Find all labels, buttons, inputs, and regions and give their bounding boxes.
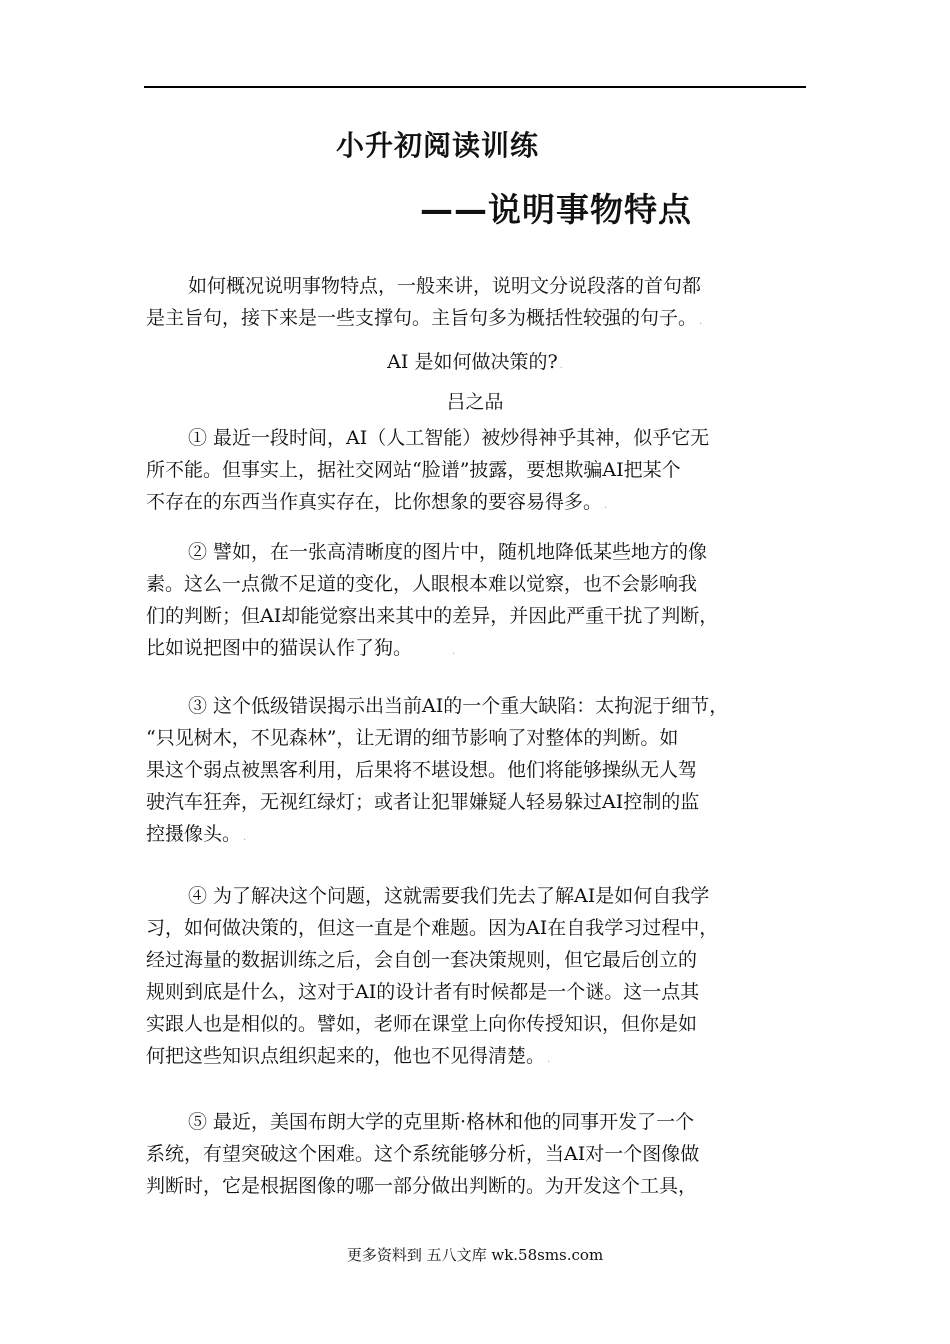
top-rule [144,86,806,88]
paragraph-1 [146,422,816,518]
intro-line: 如何概况说明事物特点，一般来讲，说明文分说段落的首句都 [188,275,702,297]
paragraph-3 [146,690,816,850]
paragraph-line: 何把这些知识点组织起来的，他也不见得清楚。 . [146,1045,551,1067]
paragraph-line: 所不能。但事实上，据社交网站“脸谱”披露，要想欺骗AI把某个 [146,459,681,481]
paragraph-line: 控摄像头。 . [146,823,247,845]
paragraph-line: 习，如何做决策的，但这一直是个难题。因为AI在自我学习过程中， [146,917,719,939]
paragraph-line: 比如说把图中的猫误认作了狗。 . [146,637,456,659]
paragraph-line: 经过海量的数据训练之后，会自创一套决策规则，但它最后创立的 [146,949,698,971]
intro-paragraph [146,270,816,334]
page-subtitle: ——说明事物特点 [420,190,692,229]
footer-watermark: 更多资料到 五八文库 wk.58sms.com [346,1246,604,1264]
paragraph-2 [146,536,816,664]
paragraph-line: 果这个弱点被黑客利用，后果将不堪设想。他们将能够操纵无人驾 [146,759,698,781]
article-author: 吕之品 [446,391,504,413]
paragraph-line: ③ 这个低级错误揭示出当前AI的一个重大缺陷：太拘泥于细节， [188,695,729,717]
paragraph-5 [146,1106,816,1202]
paragraph-line: 素。这么一点微不足道的变化，人眼根本难以觉察，也不会影响我 [146,573,698,595]
paragraph-line: 判断时，它是根据图像的哪一部分做出判断的。为开发这个工具， [146,1175,698,1197]
paragraph-line: 驶汽车狂奔，无视红绿灯；或者让犯罪嫌疑人轻易躲过AI控制的监 [146,791,700,813]
paragraph-line: 规则到底是什么，这对于AI的设计者有时候都是一个谜。这一点其 [146,981,700,1003]
paragraph-line: 们的判断；但AI却能觉察出来其中的差异，并因此严重干扰了判断， [146,605,719,627]
paragraph-line: 实跟人也是相似的。譬如，老师在课堂上向你传授知识，但你是如 [146,1013,698,1035]
paragraph-4 [146,880,816,1072]
paragraph-line: ② 譬如，在一张高清晰度的图片中，随机地降低某些地方的像 [188,541,708,563]
paragraph-line: 不存在的东西当作真实存在，比你想象的要容易得多。 . [146,491,608,513]
intro-line: 是主旨句，接下来是一些支撑句。主旨句多为概括性较强的句子。 . [146,307,703,329]
paragraph-line: ⑤ 最近，美国布朗大学的克里斯·格林和他的同事开发了一个 [188,1111,695,1133]
paragraph-line: ④ 为了解决这个问题，这就需要我们先去了解AI是如何自我学 [188,885,710,907]
paragraph-line: 系统，有望突破这个困难。这个系统能够分析，当AI对一个图像做 [146,1143,700,1165]
page-title: 小升初阅读训练 [336,129,540,162]
paragraph-line: ① 最近一段时间，AI（人工智能）被炒得神乎其神，似乎它无 [188,427,710,449]
paragraph-line: “只见树木，不见森林”，让无谓的细节影响了对整体的判断。如 [146,727,679,749]
article-title: AI 是如何做决策的? . [387,351,563,373]
